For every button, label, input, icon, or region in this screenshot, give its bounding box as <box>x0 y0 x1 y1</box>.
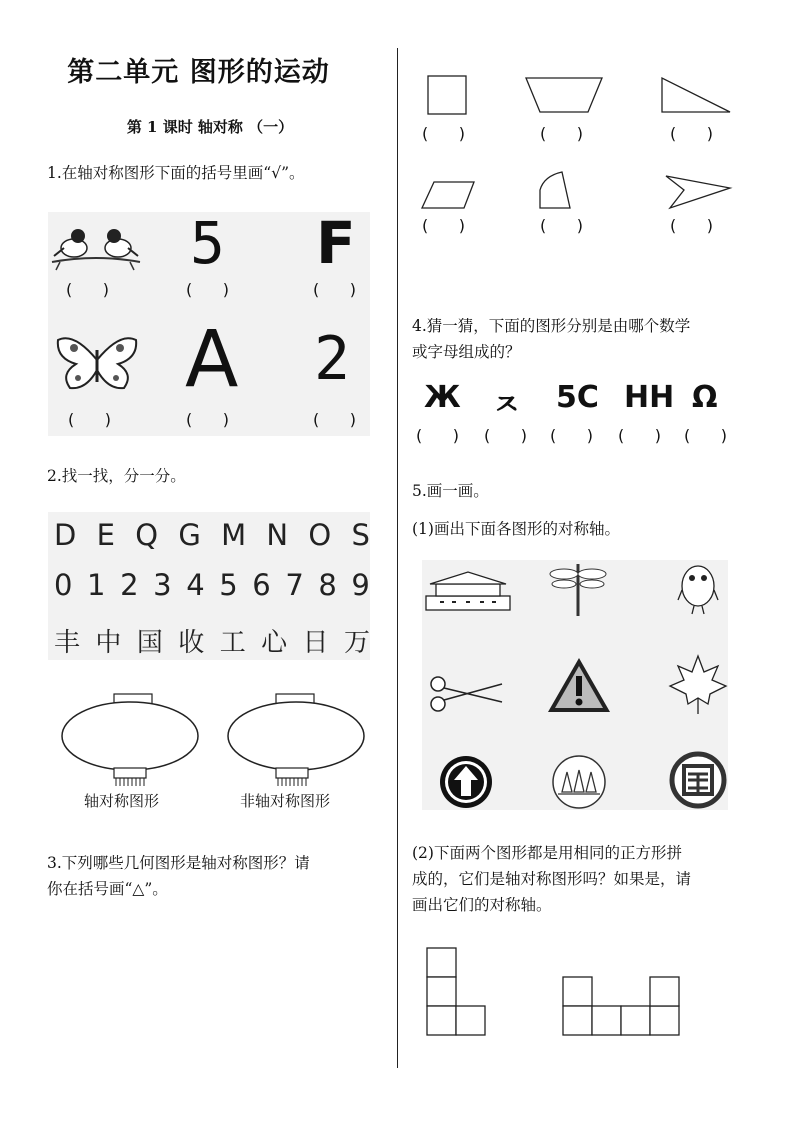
owl-image <box>678 566 718 614</box>
hanzi-char: 国 <box>136 628 163 658</box>
guess-glyph: Ж <box>424 380 461 415</box>
trapezoid-shape <box>526 78 602 112</box>
answer-paren[interactable]: ( ) <box>66 280 109 299</box>
answer-paren[interactable]: ( ) <box>670 216 713 235</box>
question-5-sub2-line3: 画出它们的对称轴。 <box>412 896 552 914</box>
digit: 8 <box>318 568 337 602</box>
dragonfly-image <box>550 564 606 616</box>
char-F: F <box>316 209 356 277</box>
hanzi-row <box>54 622 370 659</box>
hanzi-char: 日 <box>302 628 329 658</box>
char-2: 2 <box>314 324 351 394</box>
answer-paren[interactable]: ( ) <box>416 426 459 445</box>
guess-glyph: ㅈ <box>492 388 521 423</box>
hanzi-char: 工 <box>219 628 246 658</box>
letter: D <box>54 518 77 552</box>
butterfly-image <box>54 330 140 394</box>
answer-paren[interactable]: ( ) <box>422 124 465 143</box>
digit: 2 <box>120 568 139 602</box>
warning-sign-image <box>548 658 610 712</box>
lantern-right <box>226 692 366 788</box>
digit: 6 <box>252 568 271 602</box>
question-1-text: 1.在轴对称图形下面的括号里画“√”。 <box>47 164 305 182</box>
digit: 9 <box>351 568 370 602</box>
guess-glyph: Ω <box>692 380 718 415</box>
l-shape-figure <box>427 948 485 1035</box>
answer-paren[interactable]: ( ) <box>186 410 229 429</box>
answer-paren[interactable]: ( ) <box>540 124 583 143</box>
u-shape-figure <box>563 977 679 1035</box>
digit: 4 <box>186 568 205 602</box>
hanzi-char: 万 <box>343 628 370 658</box>
page-title: 第二单元 图形的运动 <box>67 57 330 88</box>
answer-paren[interactable]: ( ) <box>670 124 713 143</box>
right-triangle-shape <box>662 78 730 112</box>
scissors-image <box>431 677 502 711</box>
hanzi-char: 丰 <box>54 628 81 658</box>
letter: N <box>266 518 289 552</box>
char-5: 5 <box>190 209 225 277</box>
question-3-text-line2: 你在括号画“△”。 <box>47 880 168 898</box>
question-3-text-line1: 3.下列哪些几何图形是轴对称图形？请 <box>47 854 310 872</box>
letter: Q <box>135 518 159 552</box>
answer-paren[interactable]: ( ) <box>684 426 727 445</box>
question-5-text: 5.画一画。 <box>412 482 489 500</box>
symmetry-figures <box>422 560 728 810</box>
question-5-sub2-line2: 成的，它们是轴对称图形吗？如果是，请 <box>412 870 692 888</box>
geometry-shapes <box>420 70 750 240</box>
digit: 5 <box>219 568 238 602</box>
hanzi-char: 中 <box>95 628 122 658</box>
answer-paren[interactable]: ( ) <box>313 280 356 299</box>
letter: M <box>221 518 247 552</box>
square-shape <box>428 76 466 114</box>
trees-circle-icon <box>553 756 605 808</box>
guess-glyph: 5C <box>556 380 599 415</box>
letter: S <box>351 518 370 552</box>
bank-logo-icon <box>672 754 724 806</box>
answer-paren[interactable]: ( ) <box>618 426 661 445</box>
hanzi-char: 收 <box>178 628 205 658</box>
answer-paren[interactable]: ( ) <box>422 216 465 235</box>
letter: O <box>308 518 332 552</box>
parallelogram-shape <box>422 182 474 208</box>
sector-shape <box>540 172 570 208</box>
digits-row <box>54 568 370 602</box>
question-4-text-line2: 或字母组成的？ <box>412 343 521 361</box>
maple-leaf-image <box>670 656 726 714</box>
answer-paren[interactable]: ( ) <box>540 216 583 235</box>
lantern-left-label: 轴对称图形 <box>84 792 160 810</box>
guess-glyph: HH <box>624 380 675 415</box>
question-5-sub1: (1)画出下面各图形的对称轴。 <box>412 520 620 538</box>
char-A: A <box>185 315 239 405</box>
answer-paren[interactable]: ( ) <box>484 426 527 445</box>
column-divider <box>397 48 398 1068</box>
digit: 0 <box>54 568 73 602</box>
letter: E <box>96 518 115 552</box>
answer-paren[interactable]: ( ) <box>550 426 593 445</box>
arrow-shape <box>666 176 730 208</box>
birds-image <box>50 222 142 274</box>
question-4-text-line1: 4.猜一猜，下面的图形分别是由哪个数学 <box>412 317 691 335</box>
digit: 1 <box>87 568 106 602</box>
square-compositions <box>426 946 686 1036</box>
letter: G <box>178 518 201 552</box>
answer-paren[interactable]: ( ) <box>186 280 229 299</box>
answer-paren[interactable]: ( ) <box>313 410 356 429</box>
digit: 7 <box>285 568 304 602</box>
hanzi-char: 心 <box>261 628 288 658</box>
up-arrow-circle-icon <box>440 756 492 808</box>
tiananmen-image <box>426 572 510 610</box>
letters-row <box>54 518 370 552</box>
question-5-sub2-line1: (2)下面两个图形都是用相同的正方形拼 <box>412 844 682 862</box>
digit: 3 <box>153 568 172 602</box>
lesson-subtitle: 第 1 课时 轴对称 （一） <box>126 118 294 136</box>
answer-paren[interactable]: ( ) <box>68 410 111 429</box>
question-2-text: 2.找一找，分一分。 <box>47 467 186 485</box>
lantern-left <box>60 692 200 788</box>
lantern-right-label: 非轴对称图形 <box>240 792 331 810</box>
